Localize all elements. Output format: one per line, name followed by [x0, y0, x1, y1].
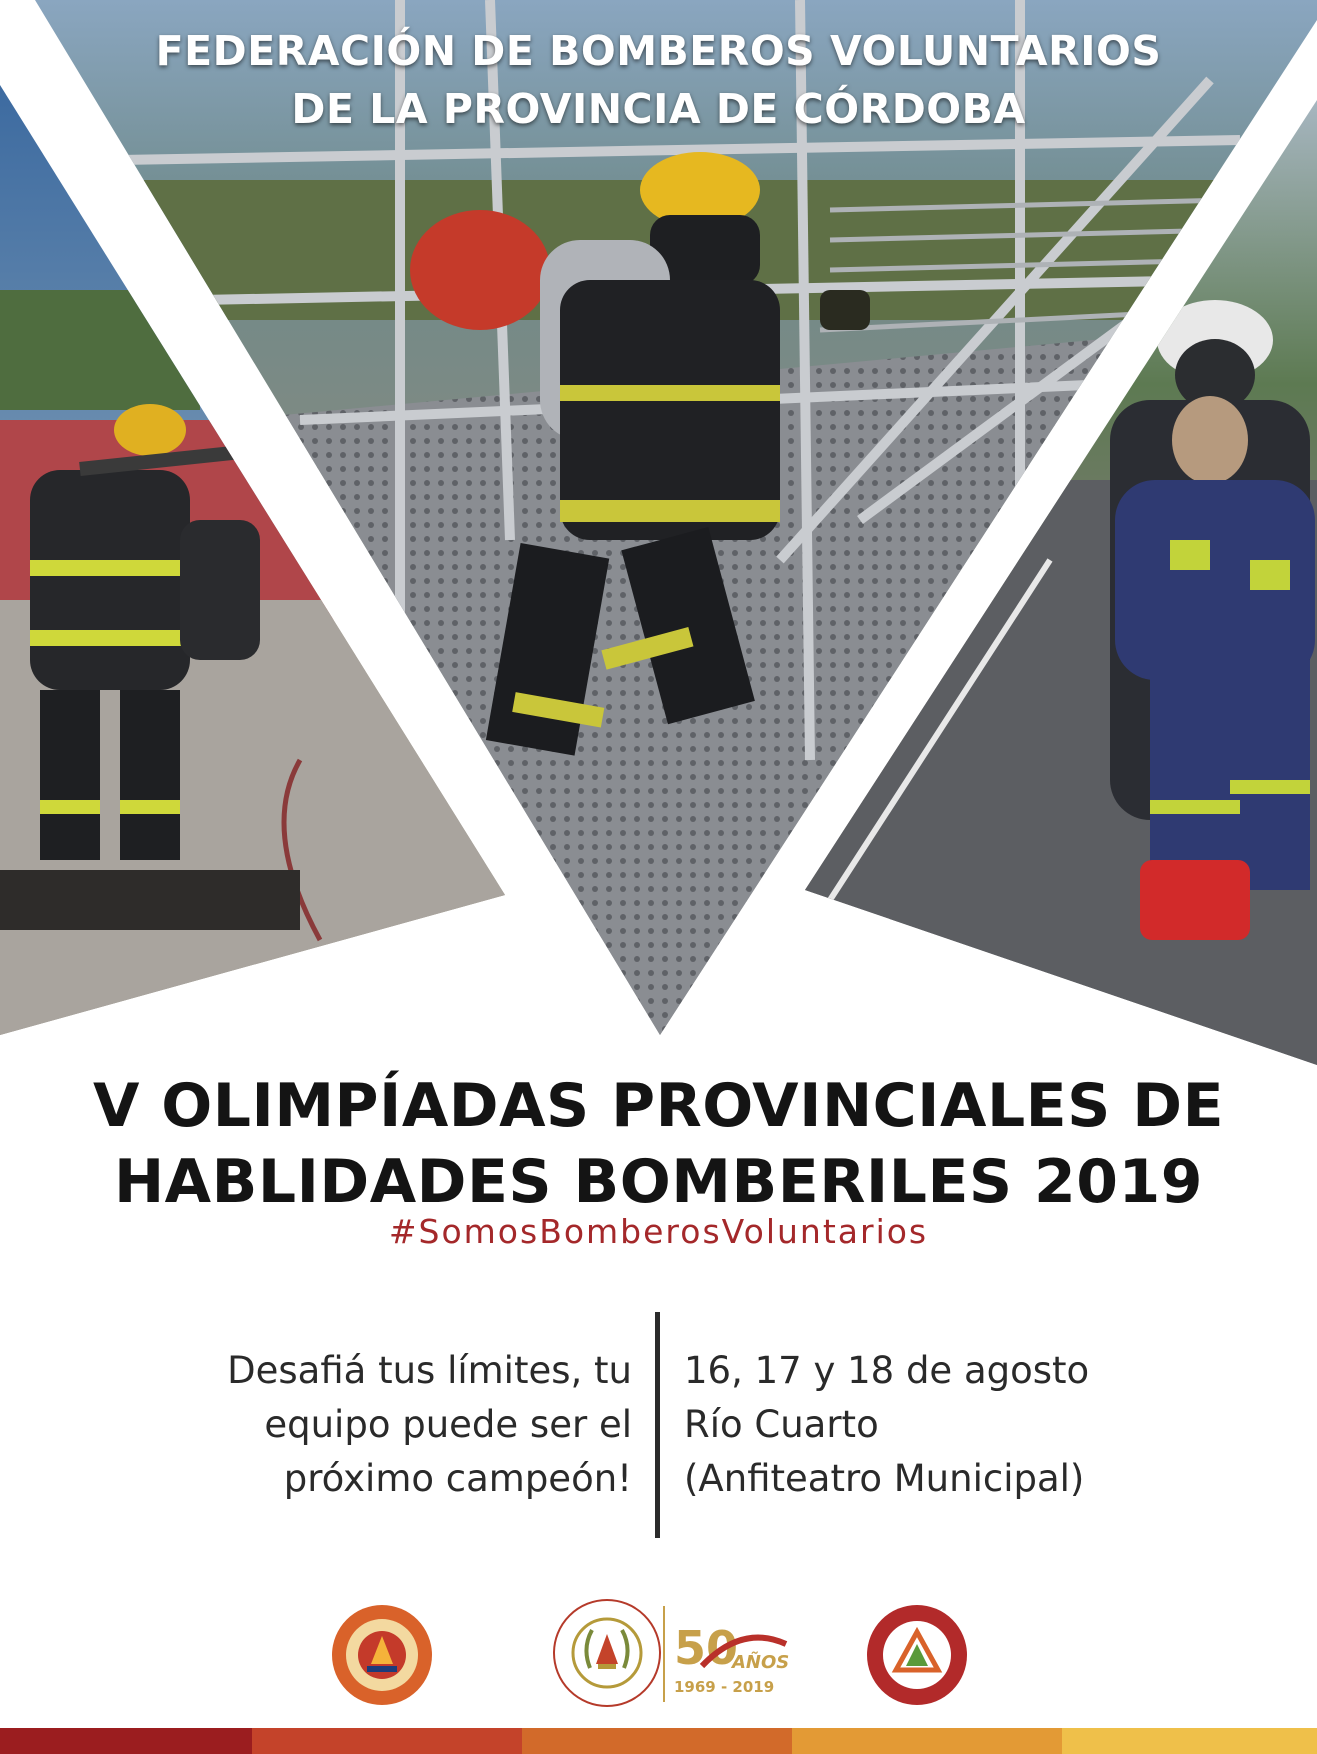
event-title-line-2: HABLIDADES BOMBERILES 2019	[113, 1147, 1204, 1217]
stripe-segment	[522, 1728, 792, 1754]
anniversary-50-logo	[662, 1604, 792, 1704]
vertical-divider	[655, 1312, 660, 1538]
federation-title	[0, 22, 1317, 138]
anniversary-years: 1969 - 2019	[674, 1678, 775, 1696]
stripe-segment	[792, 1728, 1062, 1754]
event-title	[0, 1068, 1317, 1220]
event-dates: 16, 17 y 18 de agosto	[684, 1349, 1090, 1392]
tagline	[150, 1344, 632, 1506]
tagline-line-2: equipo puede ser el	[264, 1403, 632, 1446]
stripe-segment	[252, 1728, 522, 1754]
event-city: Río Cuarto	[684, 1403, 879, 1446]
federation-wreath-logo	[552, 1598, 662, 1708]
federation-title-line-1: FEDERACIÓN DE BOMBEROS VOLUNTARIOS	[155, 27, 1162, 75]
federation-title-line-2: DE LA PROVINCIA DE CÓRDOBA	[291, 85, 1026, 133]
stripe-segment	[1062, 1728, 1317, 1754]
tagline-line-1: Desafiá tus límites, tu	[227, 1349, 632, 1392]
federation-provincial-logo	[866, 1604, 968, 1706]
hashtag: #SomosBomberosVoluntarios	[388, 1212, 929, 1251]
stripe-segment	[0, 1728, 252, 1754]
event-title-line-1: V OLIMPÍADAS PROVINCIALES DE	[92, 1071, 1225, 1141]
anniversary-number: 50	[674, 1621, 739, 1675]
anniversary-word: AÑOS	[732, 1652, 790, 1673]
tagline-line-3: próximo campeón!	[283, 1457, 632, 1500]
event-details	[684, 1344, 1244, 1506]
bottom-color-stripe	[0, 1728, 1317, 1754]
training-center-logo	[331, 1604, 433, 1706]
event-venue: (Anfiteatro Municipal)	[684, 1457, 1085, 1500]
